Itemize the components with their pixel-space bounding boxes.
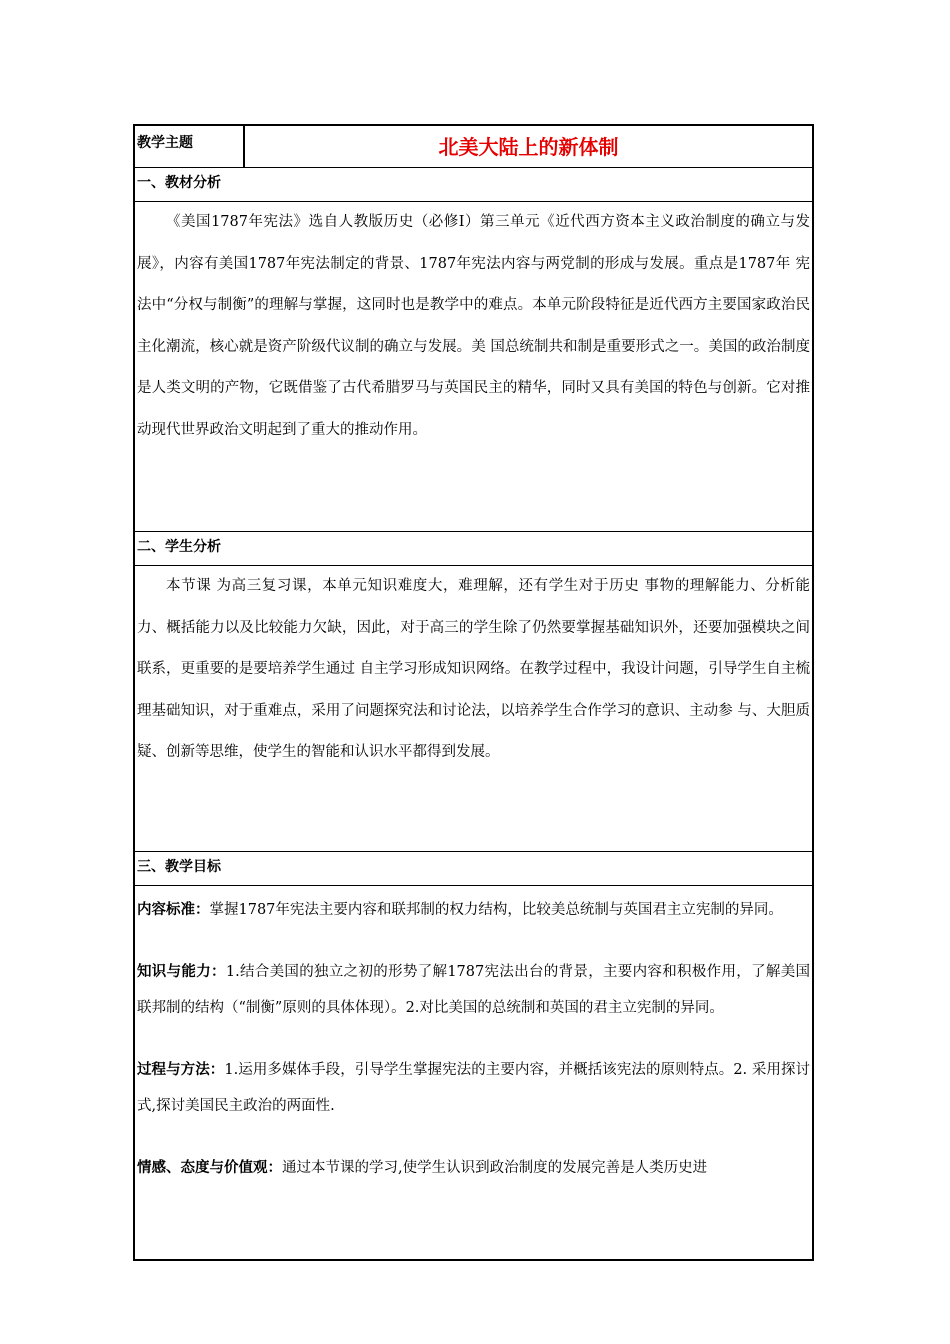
goal-text: 掌握1787年宪法主要内容和联邦制的权力结构，比较美总统制与英国君主立宪制的异同。 bbox=[209, 902, 783, 918]
textbook-analysis-text: 《美国1787年宪法》选自人教版历史（必修Ⅰ）第三单元《近代西方资本主义政治制度的确立与发展》，内容有美国1787年宪法制定的背景、1787年宪法内容与两党制的形成与发展。重点是1787年 宪法中“分权与制衡”的理解与掌握，这同时也是教学中的难点。本单元阶段特征是近代西方主要国家政治民主化潮流，核心就是资产阶级代议制的确立与发展。美 国总统制共和制是重要形式之一。美国的政治制度是人类文明的产物，它既借鉴了古代希腊罗马与英国民主的精华，同时又具有美国的特色与创新。它对推动现代世界政治文明起到了重大的推动作用。 bbox=[135, 202, 812, 532]
goal-label: 过程与方法： bbox=[137, 1062, 225, 1078]
section-heading-textbook: 一、教材分析 bbox=[135, 168, 812, 202]
goal-knowledge-ability bbox=[135, 954, 812, 1026]
topic-label: 教学主题 bbox=[135, 126, 245, 167]
goal-process-method bbox=[135, 1052, 812, 1124]
goal-label: 内容标准： bbox=[137, 902, 210, 918]
goal-label: 情感、态度与价值观： bbox=[137, 1160, 282, 1176]
title-row bbox=[135, 126, 812, 168]
goal-text: 1.结合美国的独立之初的形势了解1787宪法出台的背景，主要内容和积极作用，了解美国联邦制的结构（“制衡”原则的具体体现）。2.对比美国的总统制和英国的君主立宪制的异同。 bbox=[137, 964, 811, 1016]
lesson-plan-table bbox=[133, 124, 814, 1261]
goal-text: 通过本节课的学习,使学生认识到政治制度的发展完善是人类历史进 bbox=[282, 1160, 708, 1176]
teaching-goals bbox=[135, 886, 812, 1259]
goal-content-standard bbox=[135, 892, 812, 928]
section-heading-goals: 三、教学目标 bbox=[135, 852, 812, 886]
section-heading-students: 二、学生分析 bbox=[135, 532, 812, 566]
goal-text: 1.运用多媒体手段，引导学生掌握宪法的主要内容，并概括该宪法的原则特点。2. 采用探讨式,探讨美国民主政治的两面性. bbox=[137, 1062, 811, 1114]
lesson-title: 北美大陆上的新体制 bbox=[438, 135, 619, 159]
student-analysis-text: 本节课 为高三复习课，本单元知识难度大，难理解，还有学生对于历史 事物的理解能力、分析能力、概括能力以及比较能力欠缺，因此，对于高三的学生除了仍然要掌握基础知识外，还要加强模块之间联系，更重要的是要培养学生通过 自主学习形成知识网络。在教学过程中，我设计问题，引导学生自主梳理基础知识，对于重难点，采用了问题探究法和讨论法，以培养学生合作学习的意识、主动参 与、大胆质疑、创新等思维，使学生的智能和认识水平都得到发展。 bbox=[135, 566, 812, 852]
goal-emotion-values bbox=[135, 1150, 812, 1186]
goal-label: 知识与能力： bbox=[137, 964, 226, 980]
